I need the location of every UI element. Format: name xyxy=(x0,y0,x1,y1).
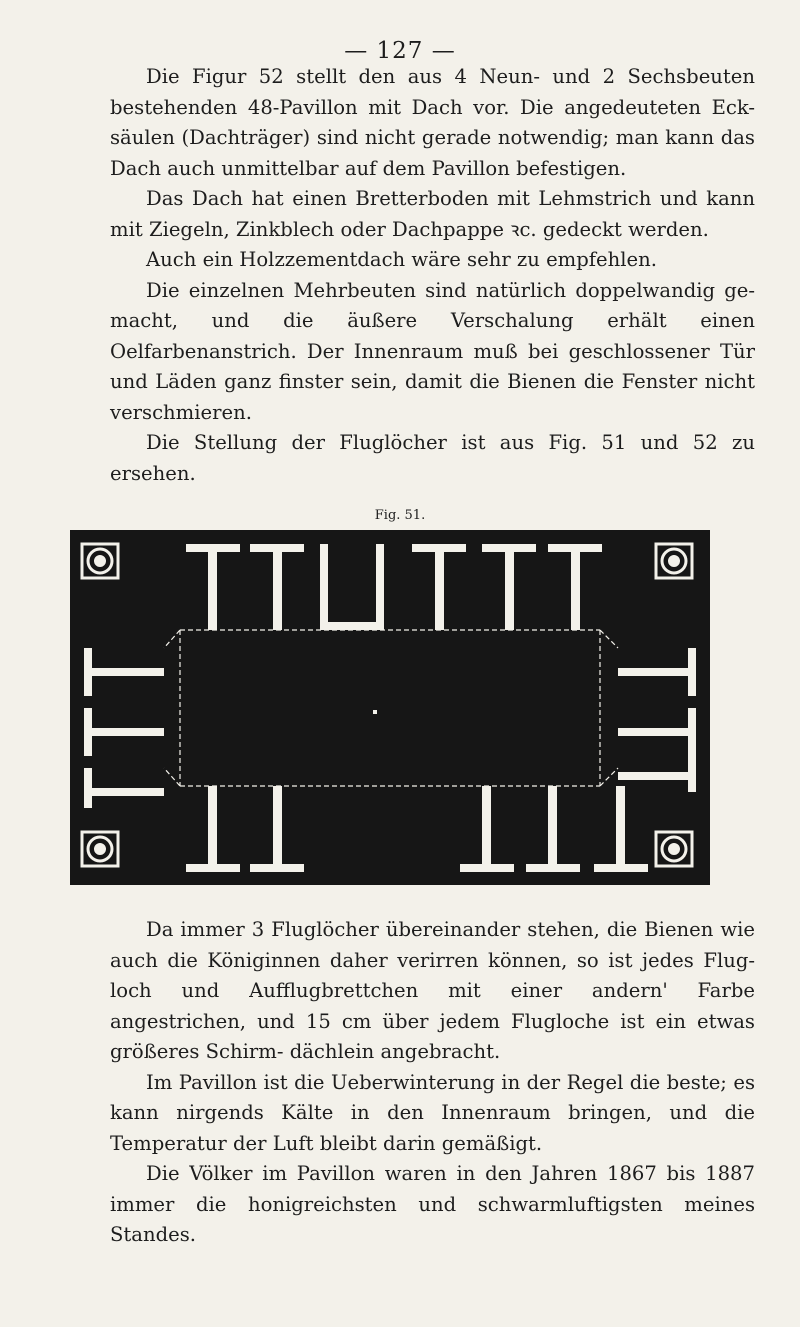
figure-frame xyxy=(70,530,710,885)
paragraph: Im Pavillon ist die Ueberwinterung in der Regel die beste; es kann nirgends Kälte in den Innenraum bringen, und die Temperatur der Luft bleibt darin gemäßigt. xyxy=(110,1070,755,1155)
body-text-top xyxy=(110,62,755,489)
paragraph: Auch ein Holzzementdach wäre sehr zu empfehlen. xyxy=(146,248,657,271)
paragraph: Da immer 3 Fluglöcher übereinander stehen, die Bienen wie auch die Königinnen daher verirren können, so ist jedes Flug- loch und Aufflugbrettchen mit einer andern' Farbe angestrichen, und 15 cm über jedem Flugloche ist ein etwas größeres Schirm- dächlein angebracht. xyxy=(110,918,755,1063)
paragraph: Die Völker im Pavillon waren in den Jahren 1867 bis 1887 immer die honigreichsten und schwarmluftigsten meines Standes. xyxy=(110,1162,755,1246)
paragraph: Die Figur 52 stellt den aus 4 Neun- und 2 Sechsbeuten bestehenden 48-Pavillon mit Dach vor. Die angedeuteten Eck- säulen (Dachträger) sind nicht gerade notwendig; man kann das Dach auch unmittelbar auf dem Pavillon befestigen. xyxy=(110,65,755,180)
corner-flight-hole-icon xyxy=(656,832,692,866)
pavilion-floorplan-figure xyxy=(70,530,710,885)
corner-flight-hole-icon xyxy=(656,544,692,578)
center-mark xyxy=(373,710,377,714)
body-text-bottom xyxy=(110,915,755,1251)
corner-flight-hole-icon xyxy=(82,544,118,578)
paragraph: Die Stellung der Fluglöcher ist aus Fig. 51 und 52 zu ersehen. xyxy=(110,431,755,485)
figure-caption: Fig. 51. xyxy=(374,508,426,523)
corner-flight-hole-icon xyxy=(82,832,118,866)
paragraph: Das Dach hat einen Bretterboden mit Lehmstrich und kann mit Ziegeln, Zinkblech oder Dachpappe ꝛc. gedeckt werden. xyxy=(110,187,755,241)
paragraph: Die einzelnen Mehrbeuten sind natürlich doppelwandig ge- macht, und die äußere Verschalung erhält einen Oelfarbenanstrich. Der Innenraum muß bei geschlossener Tür und Läden ganz finster sein, damit die Bienen die Fenster nicht verschmieren. xyxy=(110,278,755,424)
page-number: — 127 — xyxy=(344,38,456,64)
